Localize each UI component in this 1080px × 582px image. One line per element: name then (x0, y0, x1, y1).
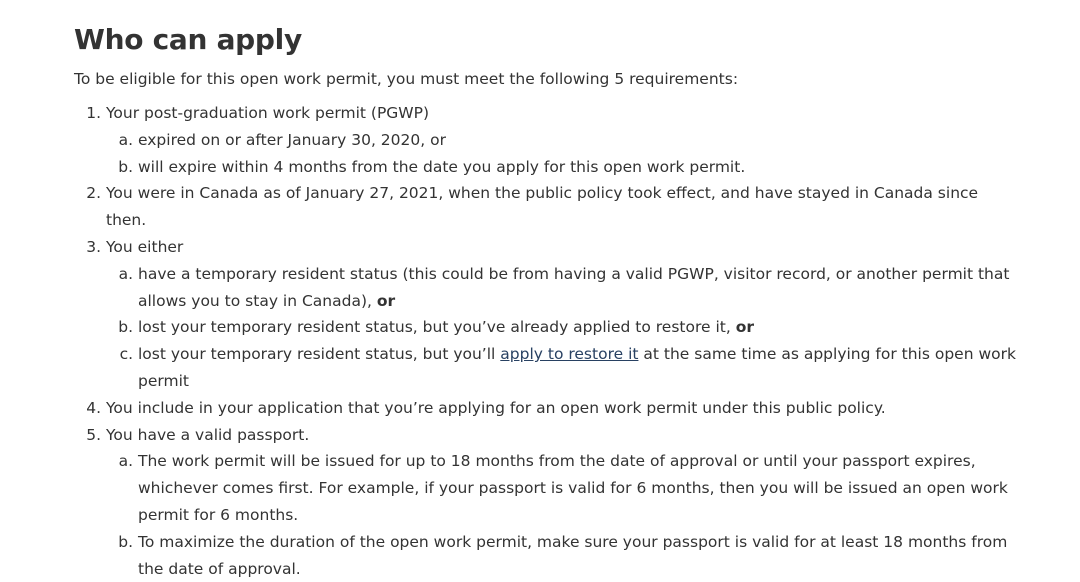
section-heading: Who can apply (74, 23, 302, 56)
requirement-text: You either (106, 237, 184, 256)
sub-item: a. The work permit will be issued for up to 18 months from the date of approval or until your passport expires, whichever comes first. For example, if your passport is valid for 6 months, then you will be issued an open work permit for 6 months. (138, 448, 1020, 528)
sub-item: b. will expire within 4 months from the date you apply for this open work permit. (138, 154, 1020, 181)
or-emphasis: or (376, 291, 396, 310)
requirement-text: You include in your application that you’re applying for an open work permit under this public policy. (106, 398, 886, 417)
requirement-item-2 (106, 180, 1020, 234)
sub-list (106, 261, 1020, 395)
requirement-text: You have a valid passport. (106, 425, 310, 444)
sub-item (138, 341, 1020, 395)
sub-item (138, 314, 1020, 341)
sub-list (106, 127, 1020, 181)
sub-item: a. expired on or after January 30, 2020, or (138, 127, 1020, 154)
requirement-text: You were in Canada as of January 27, 2021, when the public policy took effect, and have stayed in Canada since then. (106, 184, 979, 230)
sub-item-text: lost your temporary resident status, but you’ll (138, 345, 496, 364)
requirement-item-3 (106, 234, 1020, 395)
requirement-item-5 (106, 422, 1020, 582)
requirement-item-1 (106, 100, 1020, 180)
requirements-list (74, 100, 1020, 582)
requirement-text: Your post-graduation work permit (PGWP) (106, 104, 430, 122)
sub-item-text: lost your temporary resident status, but you’ve already applied to restore it, (138, 318, 731, 337)
sub-item (138, 261, 1020, 315)
apply-to-restore-link[interactable]: apply to restore it (500, 345, 639, 364)
intro-text: To be eligible for this open work permit, you must meet the following 5 requirements: (74, 70, 739, 88)
sub-item-text: at the same time as applying for this open work permit (138, 345, 1016, 390)
sub-list (106, 448, 1020, 582)
requirement-item-4 (106, 395, 1020, 422)
sub-item-text: have a temporary resident status (this could be from having a valid PGWP, visitor record, or another permit that allows you to stay in Canada), (138, 264, 1010, 310)
or-emphasis: or (735, 318, 755, 337)
sub-item: b. To maximize the duration of the open work permit, make sure your passport is valid for at least 18 months from the date of approval. (138, 529, 1020, 582)
